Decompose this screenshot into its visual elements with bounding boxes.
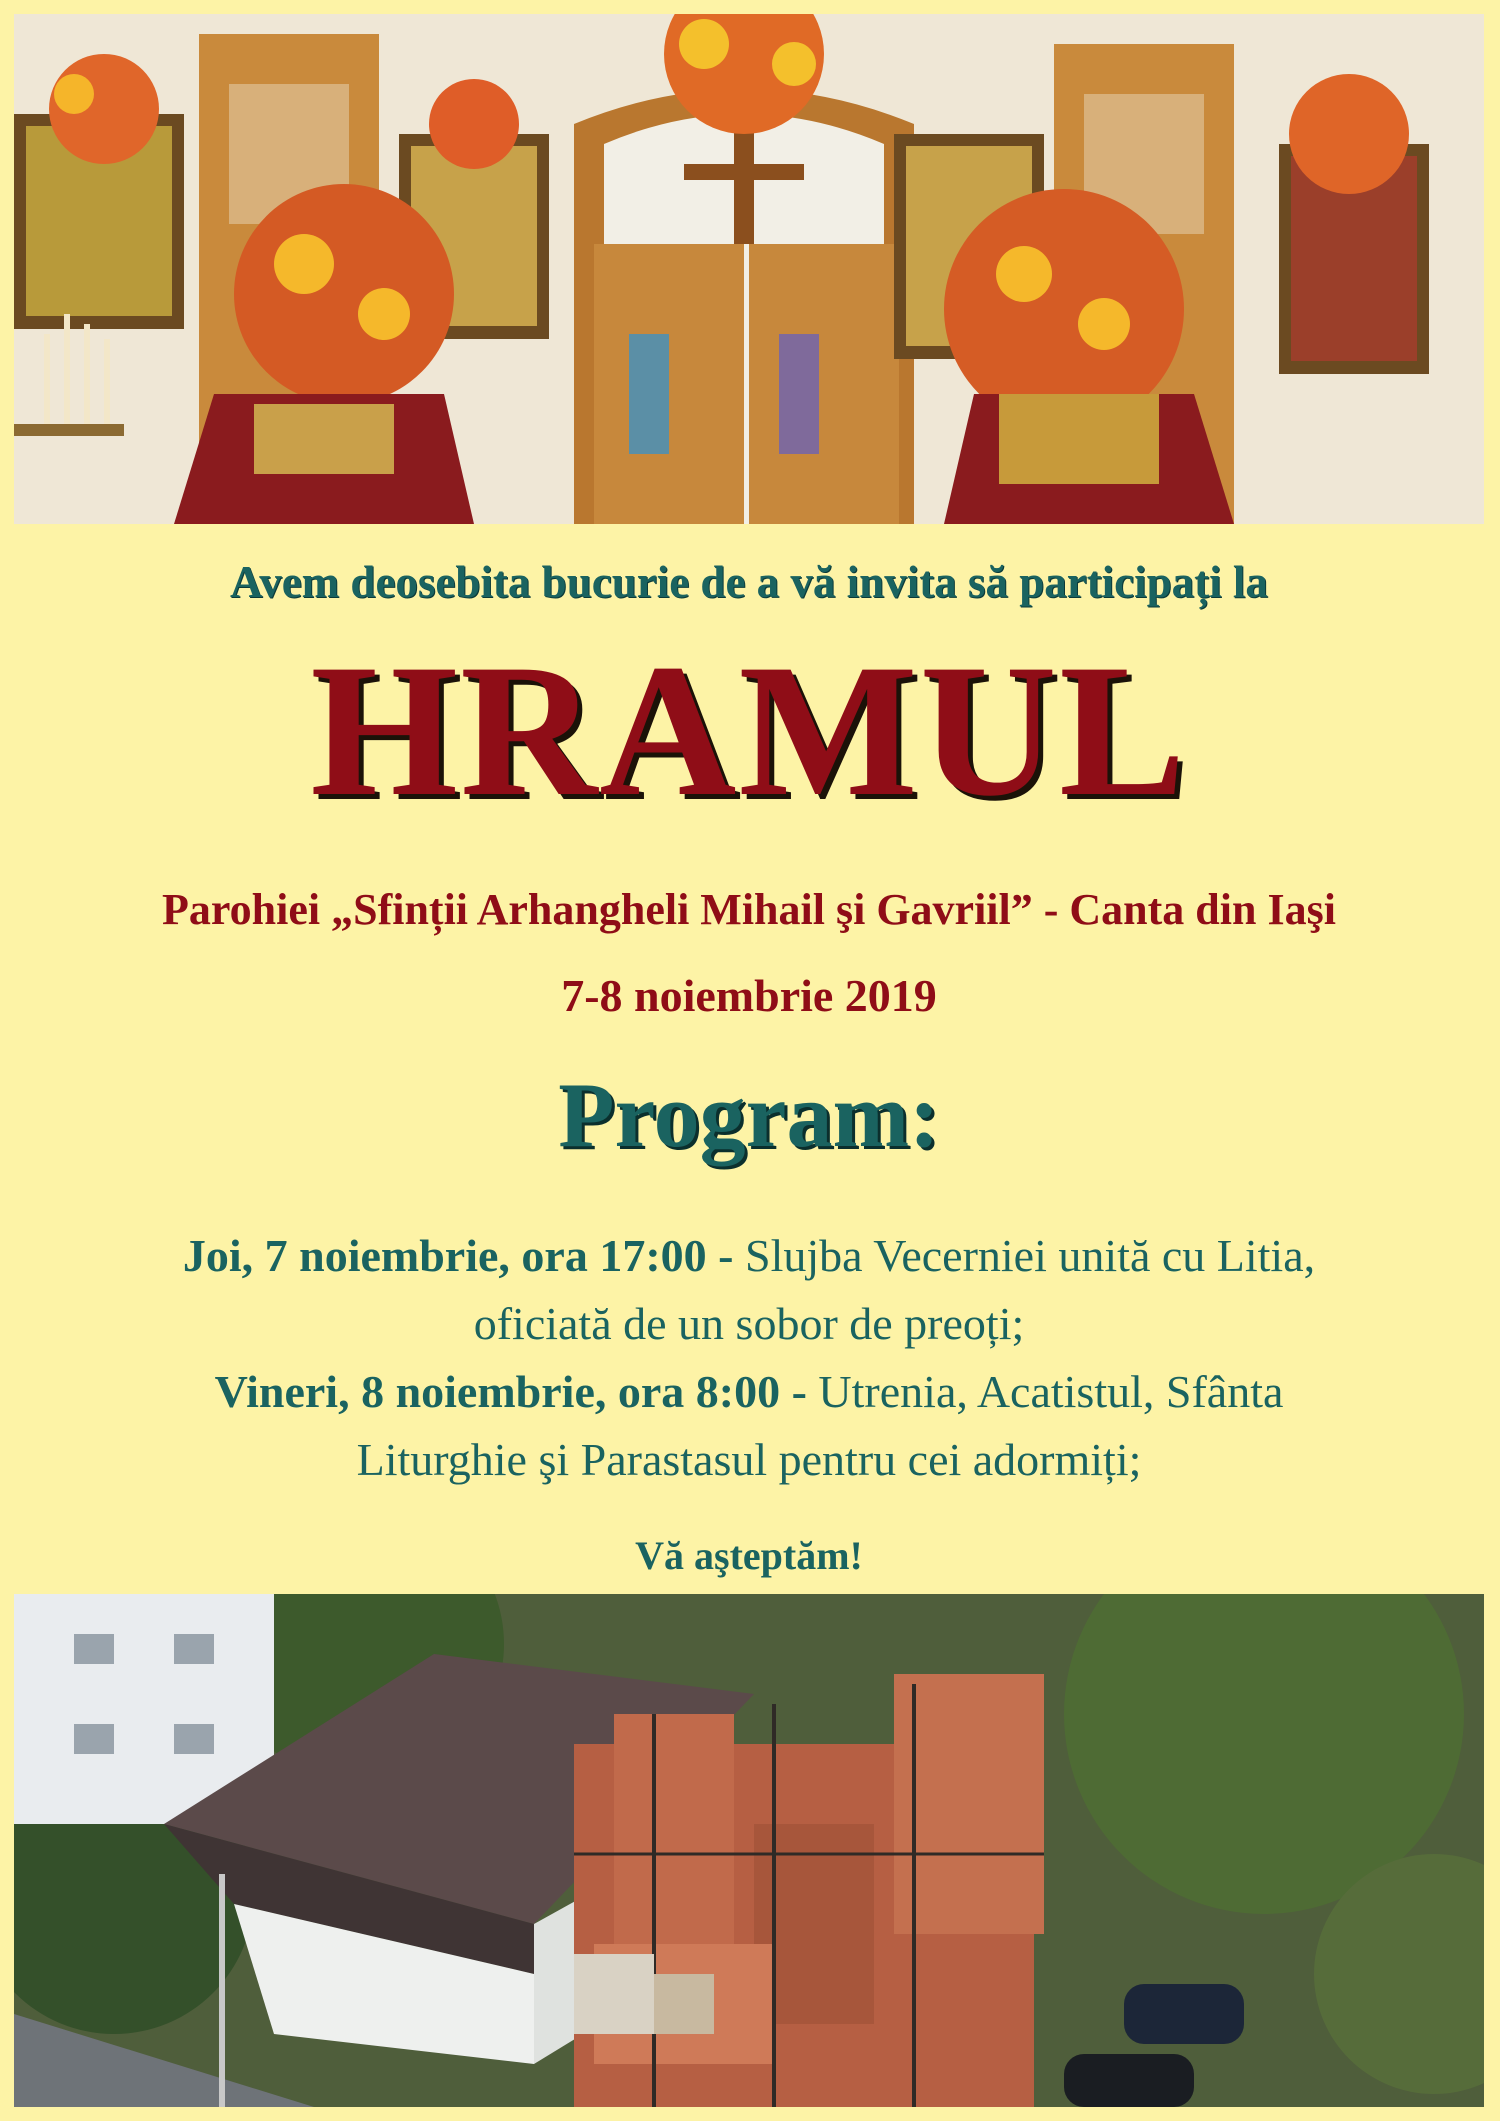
schedule-item-cont: oficiată de un sobor de preoți; [473,1298,1025,1349]
schedule-what: Utrenia, Acatistul, Sfânta [818,1366,1284,1417]
schedule-when: Joi, 7 noiembrie, ora 17:00 - [182,1230,734,1281]
page-title: HRAMUL [310,626,1188,836]
schedule-item [14,1222,1484,1290]
event-dates: 7-8 noiembrie 2019 [561,970,937,1021]
closing-line: Vă aşteptăm! [635,1533,863,1578]
parish-name: Parohiei „Sfinții Arhangheli Mihail şi Gavriil” - Canta din Iaşi [162,885,1336,934]
construction-photo [14,1594,1484,2107]
invitation-line: Avem deosebita bucurie de a vă invita să participați la [230,557,1268,607]
altar-photo [14,14,1484,524]
schedule-what: Slujba Vecerniei unită cu Litia, [744,1230,1316,1281]
program-heading: Program: [558,1064,940,1166]
poster [14,14,1484,2107]
schedule-item [14,1358,1484,1426]
schedule-when: Vineri, 8 noiembrie, ora 8:00 - [214,1366,807,1417]
schedule-item-cont: Liturghie şi Parastasul pentru cei adormiți; [356,1434,1142,1485]
schedule [14,1222,1484,1494]
